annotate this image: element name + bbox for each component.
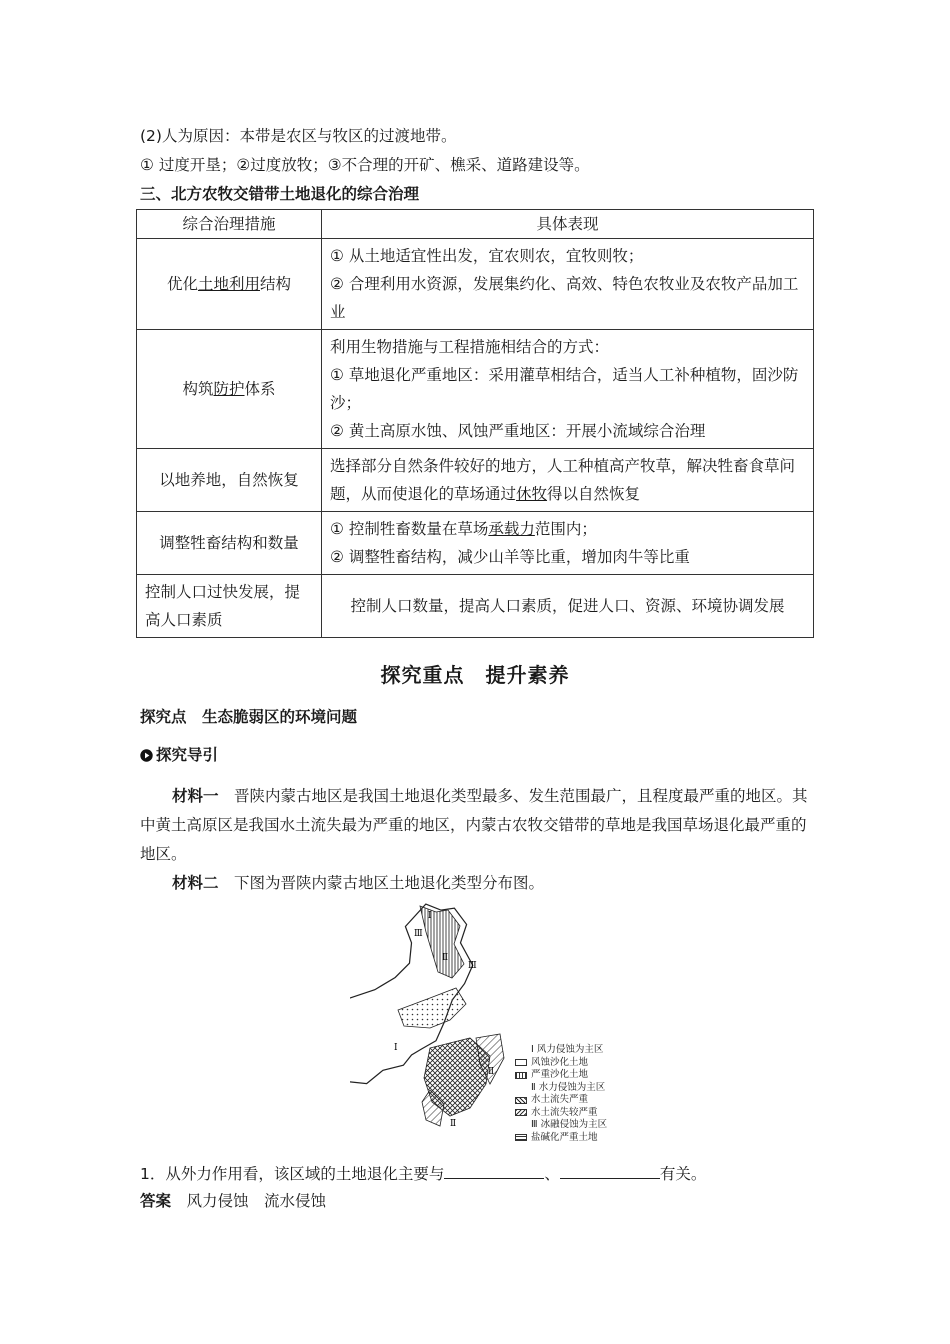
legend-label: 水土流失严重 <box>531 1094 589 1105</box>
zone-label: Ⅱ <box>488 1067 495 1077</box>
land-degradation-map <box>350 898 520 1148</box>
section-three-title: 三、北方农牧交错带土地退化的综合治理 <box>140 185 420 203</box>
material-two <box>140 869 816 898</box>
detail-text: 得以自然恢复 <box>547 485 641 503</box>
legend-label: Ⅰ 风力侵蚀为主区 <box>531 1044 604 1055</box>
measure-cell: 控制人口过快发展，提高人口素质 <box>137 575 322 638</box>
detail-line: ① 草地退化严重地区：采用灌草相结合，适当人工补种植物，固沙防沙； <box>330 366 799 412</box>
measure-text: 优化 <box>166 275 198 293</box>
answer-line <box>140 1191 326 1211</box>
governance-table <box>136 209 814 638</box>
question-sep: 、 <box>544 1165 560 1183</box>
legend-label: 水土流失较严重 <box>531 1106 598 1118</box>
detail-line: ② 合理利用水资源，发展集约化、高效、特色农牧业及农牧产品加工业 <box>330 275 799 321</box>
legend-item <box>515 1069 607 1082</box>
legend-label: 盐碱化严重土地 <box>531 1131 598 1143</box>
measure-cell <box>137 330 322 449</box>
table-header-measures: 综合治理措施 <box>137 210 322 239</box>
detail-text: 范围内； <box>534 520 597 538</box>
table-row <box>137 449 814 512</box>
detail-underlined: 承载力 <box>488 520 535 538</box>
table-row <box>137 575 814 638</box>
detail-line: ② 黄土高原水蚀、风蚀严重地区：开展小流域综合治理 <box>330 422 706 440</box>
detail-text: ① 控制牲畜数量在草场 <box>330 520 489 538</box>
cause-list-line: ① 过度开垦；②过度放牧；③不合理的开矿、樵采、道路建设等。 <box>140 156 590 174</box>
measure-cell <box>137 239 322 330</box>
table-header-row <box>137 210 814 239</box>
legend-swatch <box>515 1109 527 1116</box>
zone-label: Ⅲ <box>468 961 477 971</box>
legend-label: Ⅲ 冰融侵蚀为主区 <box>531 1119 608 1130</box>
zone-label: Ⅱ <box>442 953 449 963</box>
zone-label: Ⅰ <box>394 1043 398 1053</box>
zone-label: Ⅱ <box>450 1119 457 1129</box>
material-two-label: 材料二 <box>172 874 219 892</box>
question-text: 有关。 <box>659 1165 707 1183</box>
detail-cell <box>322 330 814 449</box>
material-two-text: 下图为晋陕内蒙古地区土地退化类型分布图。 <box>234 874 545 892</box>
question-text: 1．从外力作用看，该区域的土地退化主要与 <box>140 1165 445 1183</box>
answer-label: 答案 <box>140 1192 172 1210</box>
legend-label: 风蚀沙化土地 <box>531 1056 589 1068</box>
legend-label: Ⅱ 水力侵蚀为主区 <box>531 1081 606 1093</box>
material-one-text: 晋陕内蒙古地区是我国土地退化类型最多、发生范围最广，且程度最严重的地区。其中黄土高原区是我国水土流失最为严重的地区，内蒙古农牧交错带的草地是我国草场退化最严重的地区。 <box>140 787 808 863</box>
measure-text: 体系 <box>244 380 276 398</box>
legend-item <box>515 1082 607 1095</box>
measure-text: 结构 <box>260 275 292 293</box>
zone-label: Ⅲ <box>414 929 423 939</box>
detail-cell <box>322 449 814 512</box>
question-one <box>140 1162 706 1184</box>
answer-text: 风力侵蚀 流水侵蚀 <box>186 1192 327 1210</box>
table-row <box>137 512 814 575</box>
measure-cell: 调整牲畜结构和数量 <box>137 512 322 575</box>
legend-item <box>515 1132 607 1145</box>
detail-cell <box>322 512 814 575</box>
material-one-label: 材料一 <box>172 787 219 805</box>
legend-label: 严重沙化土地 <box>531 1069 589 1080</box>
table-row <box>137 239 814 330</box>
answer-blank[interactable] <box>560 1162 660 1179</box>
play-circle-icon <box>140 749 153 762</box>
legend-item <box>515 1094 607 1107</box>
legend-item <box>515 1044 607 1057</box>
detail-underlined: 休牧 <box>516 485 548 503</box>
measure-underlined: 土地利用 <box>197 275 260 293</box>
legend-swatch <box>515 1072 527 1079</box>
explore-guide <box>140 745 218 765</box>
guide-label: 探究导引 <box>156 746 219 764</box>
legend-swatch <box>515 1059 527 1066</box>
detail-line: ① 从土地适宜性出发，宜农则农，宜牧则牧； <box>330 247 644 265</box>
explore-point-title: 探究点 生态脆弱区的环境问题 <box>140 708 358 726</box>
measure-cell: 以地养地，自然恢复 <box>137 449 322 512</box>
measure-underlined: 防护 <box>213 380 245 398</box>
zone-label: Ⅰ <box>428 911 432 921</box>
table-row <box>137 330 814 449</box>
detail-line: ② 调整牲畜结构，减少山羊等比重，增加肉牛等比重 <box>330 548 690 566</box>
detail-cell <box>322 239 814 330</box>
material-one <box>140 782 816 869</box>
legend-item <box>515 1119 607 1132</box>
legend-item <box>515 1107 607 1120</box>
detail-line <box>330 515 805 543</box>
detail-text: 选择部分自然条件较好的地方，人工种植高产牧草，解决牲畜食草问题，从而使退化的草场通过 <box>330 457 796 503</box>
map-legend <box>515 1044 607 1144</box>
detail-line: 利用生物措施与工程措施相结合的方式： <box>330 338 610 356</box>
table-header-details: 具体表现 <box>322 210 814 239</box>
legend-item <box>515 1057 607 1070</box>
detail-cell: 控制人口数量，提高人口素质，促进人口、资源、环境协调发展 <box>322 575 814 638</box>
measure-text: 构筑 <box>182 380 214 398</box>
answer-blank[interactable] <box>444 1162 544 1179</box>
section-heading: 探究重点 提升素养 <box>380 663 570 687</box>
legend-swatch <box>515 1134 527 1141</box>
cause-human-line: (2)人为原因：本带是农区与牧区的过渡地带。 <box>140 127 457 145</box>
legend-swatch <box>515 1097 527 1104</box>
